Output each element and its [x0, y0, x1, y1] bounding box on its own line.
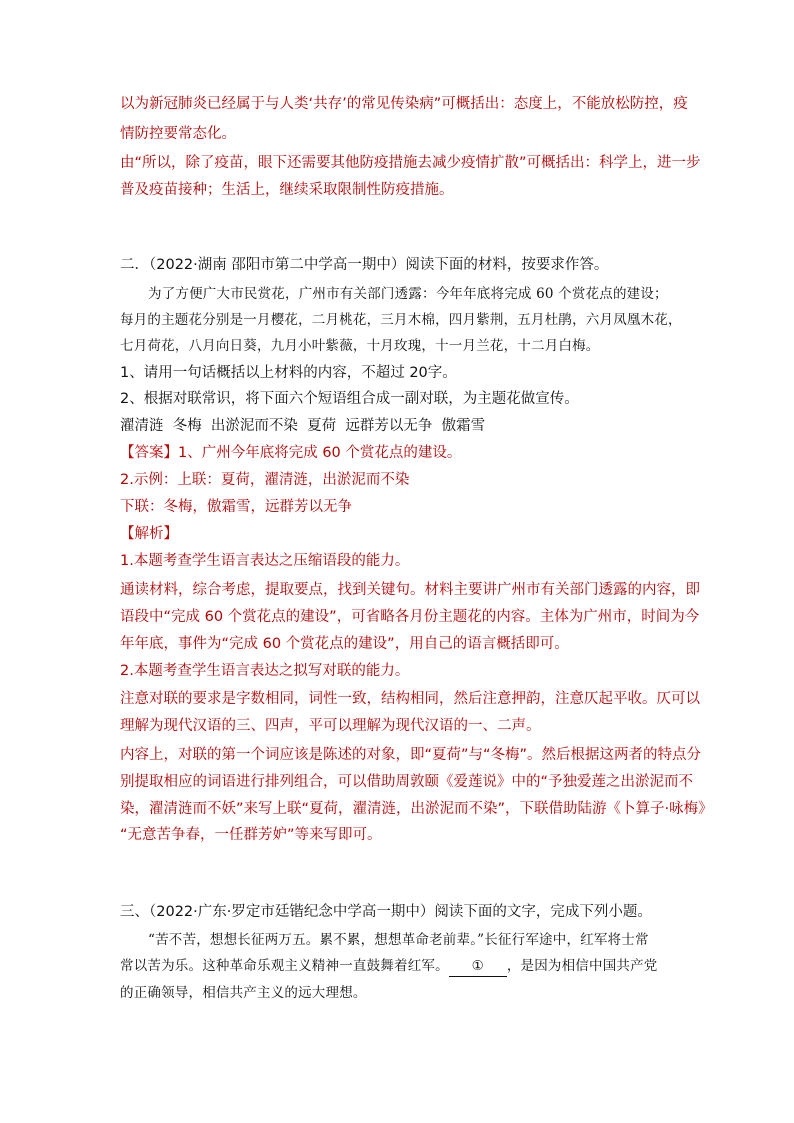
analysis-line: 注意对联的要求是字数相同，词性一致，结构相同，然后注意押韵，注意仄起平收。仄可以	[120, 691, 700, 707]
question-3-heading: 三、（2022·广东·罗定市廷锴纪念中学高一期中）阅读下面的文字，完成下列小题。	[120, 904, 652, 920]
analysis-line: 通读材料，综合考虑，提取要点，找到关键句。材料主要讲广州市有关部门透露的内容，即	[120, 582, 700, 598]
analysis-tag: 【解析】	[120, 526, 178, 542]
phrase-list: 濯清涟 冬梅 出淤泥而不染 夏荷 远群芳以无争 傲霜雪	[120, 418, 486, 434]
passage-text: 常以苦为乐。这种革命乐观主义精神一直鼓舞着红军。	[120, 958, 449, 974]
passage-line: 的正确领导，相信共产主义的远大理想。	[120, 985, 367, 1001]
analysis-line: 以为新冠肺炎已经属于与人类‘共存’的常见传染病”可概括出：态度上，不能放松防控，疫	[120, 96, 688, 112]
analysis-line: 普及疫苗接种；生活上，继续采取限制性防疫措施。	[120, 182, 454, 198]
material-line: 七月荷花，八月向日葵，九月小叶紫薇，十月玫瑰，十一月兰花，十二月白梅。	[120, 338, 600, 354]
analysis-line: 理解为现代汉语的三、四声，平可以理解为现代汉语的一、二声。	[120, 718, 541, 734]
analysis-line: 语段中“完成 60 个赏花点的建设”，可省略各月份主题花的内容。主体为广州市，时间为今	[120, 609, 700, 625]
analysis-line: 染，濯清涟而不妖”来写上联“夏荷，濯清涟，出淤泥而不染”，下联借助陆游《卜算子·咏梅》	[120, 801, 713, 817]
answer-1: 1、广州今年底将完成 60 个赏花点的建设。	[178, 445, 462, 461]
answer-line-1	[120, 443, 461, 463]
analysis-line: 由“所以，除了疫苗，眼下还需要其他防疫措施去减少疫情扩散”可概括出：科学上，进一步	[120, 155, 701, 171]
analysis-line: 年年底，事件为“完成 60 个赏花点的建设”，用自己的语言概括即可。	[120, 636, 569, 652]
analysis-line: 别提取相应的词语进行排列组合，可以借助周敦颐《爱莲说》中的“予独爱莲之出淤泥而不	[120, 774, 694, 790]
passage-text: ，是因为相信中国共产党	[506, 958, 658, 974]
passage-line	[120, 956, 658, 977]
analysis-line: 1.本题考查学生语言表达之压缩语段的能力。	[120, 553, 410, 569]
analysis-line: 2.本题考查学生语言表达之拟写对联的能力。	[120, 663, 410, 679]
fill-blank-1[interactable]: ①	[449, 956, 507, 977]
question-2-heading: 二．（2022·湖南 邵阳市第二中学高一期中）阅读下面的材料，按要求作答。	[120, 257, 609, 273]
task-1: 1、请用一句话概括以上材料的内容，不超过 20字。	[120, 365, 457, 381]
analysis-line: 情防控要常态化。	[120, 126, 236, 142]
analysis-line: 内容上，对联的第一个词应该是陈述的对象，即“夏荷”与“冬梅”。然后根据这两者的特点分	[120, 747, 702, 763]
answer-tag: 【答案】	[120, 445, 178, 461]
answer-2-upper: 2.示例：上联：夏荷，濯清涟，出淤泥而不染	[120, 472, 410, 488]
passage-line: “苦不苦，想想长征两万五。累不累，想想革命老前辈。”长征行军途中，红军将士常	[148, 932, 649, 948]
material-line: 每月的主题花分别是一月樱花，二月桃花，三月木棉，四月紫荆，五月杜鹃，六月凤凰木花，	[120, 312, 682, 328]
analysis-line: “无意苦争春，一任群芳妒”等来写即可。	[120, 827, 382, 843]
material-line: 为了方便广大市民赏花，广州市有关部门透露：今年年底将完成 60 个赏花点的建设；	[148, 286, 668, 302]
task-2: 2、根据对联常识，将下面六个短语组合成一副对联，为主题花做宣传。	[120, 391, 579, 407]
answer-2-lower: 下联：冬梅，傲霜雪，远群芳以无争	[120, 499, 352, 515]
